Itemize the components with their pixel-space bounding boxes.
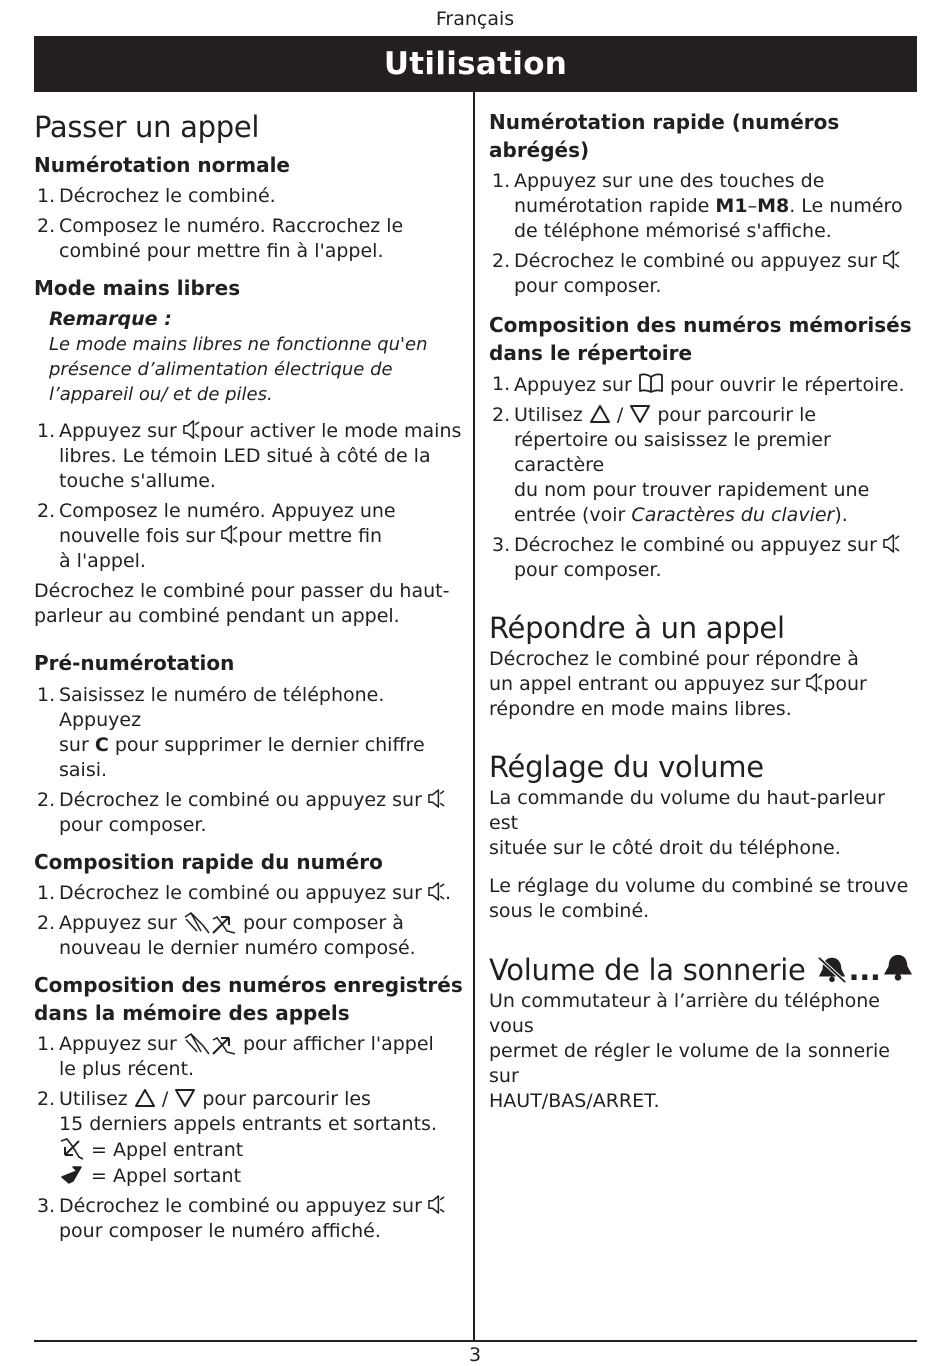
heading-pre-numerotation: Pré-numérotation: [34, 651, 235, 675]
down-arrow-icon: [629, 404, 651, 424]
footer-rule: [34, 1340, 917, 1342]
speaker-icon: [806, 672, 823, 693]
phonebook-icon: [638, 372, 664, 394]
list-item: 1. Appuyez sur pour afficher l'appel le plus récent.: [37, 1033, 434, 1080]
note-block: [34, 306, 464, 407]
list-item: 1. Appuyez sur une des touches de numérotation rapide M1–M8. Le numéro de téléphone mémorisé s'affiche.: [492, 170, 903, 242]
list-item: 1. Appuyez sur pour activer le mode mains libres. Le témoin LED situé à côté de la touche s'allume.: [37, 420, 462, 492]
incoming-call-icon: [59, 1137, 85, 1161]
heading-composition-rapide: Composition rapide du numéro: [34, 850, 383, 874]
list-mains-libres: [34, 419, 464, 574]
section-title-passer: Passer un appel: [34, 110, 260, 144]
speaker-icon: [883, 533, 900, 554]
right-column: [489, 108, 917, 1114]
heading-numerotation-normale: Numérotation normale: [34, 153, 290, 177]
ringer-off-icon: [815, 954, 849, 984]
list-item: 1. Appuyez sur pour ouvrir le répertoire.: [492, 373, 905, 396]
up-arrow-icon: [589, 404, 611, 424]
list-item: 2. Composez le numéro. Appuyez une nouvelle fois sur pour mettre fin à l'appel.: [37, 500, 396, 572]
list-item: 1. Saisissez le numéro de téléphone. Appuyez sur C pour supprimer le dernier chiffre saisi.: [37, 684, 425, 781]
heading-memoire-appels: Composition des numéros enregistrés dans la mémoire des appels: [34, 973, 463, 1025]
up-arrow-icon: [134, 1088, 156, 1108]
redial-icon: [183, 911, 237, 935]
list-item: 1. Décrochez le combiné.: [37, 185, 276, 207]
speaker-icon: [221, 524, 238, 545]
ringer-dots: ...: [848, 953, 881, 987]
speaker-icon: [428, 788, 445, 809]
section-banner: Utilisation: [34, 36, 917, 92]
list-item: 2. Appuyez sur pour composer à nouveau le dernier numéro composé.: [37, 912, 416, 959]
note-title: Remarque :: [49, 308, 172, 330]
heading-numeros-abreges: Numérotation rapide (numéros abrégés): [489, 110, 840, 162]
list-item: 2. Décrochez le combiné ou appuyez sur pour composer.: [489, 249, 917, 299]
list-pre-numerotation: [34, 683, 464, 838]
list-memoire-appels: [34, 1032, 464, 1244]
outgoing-call-icon: [59, 1163, 85, 1187]
list-item: 2. Décrochez le combiné ou appuyez sur pour composer.: [34, 788, 464, 838]
speaker-icon: [183, 419, 200, 440]
down-arrow-icon: [174, 1088, 196, 1108]
left-column: [34, 108, 464, 1244]
list-item: 2. Utilisez / pour parcourir les 15 derniers appels entrants et sortants. = Appel entrant = Appel sortant: [37, 1088, 437, 1187]
section-title-sonnerie: Volume de la sonnerie ...: [489, 951, 917, 989]
heading-repertoire: Composition des numéros mémorisés dans le répertoire: [489, 313, 912, 365]
speaker-icon: [428, 881, 445, 902]
section-title-volume: Réglage du volume: [489, 750, 764, 784]
mains-libres-paragraph: Décrochez le combiné pour passer du haut- parleur au combiné pendant un appel.: [34, 580, 450, 627]
list-item: 3. Décrochez le combiné ou appuyez sur pour composer le numéro affiché.: [34, 1194, 464, 1244]
list-item: 2. Utilisez / pour parcourir le répertoire ou saisissez le premier caractère du nom pour trouver rapidement une entrée (voir Caractères du clavier).: [492, 404, 870, 526]
ringer-on-icon: [881, 952, 915, 982]
key-c: C: [94, 734, 109, 756]
list-item: 1. Décrochez le combiné ou appuyez sur .: [37, 882, 451, 904]
list-numerotation-normale: [34, 184, 464, 264]
heading-mode-mains-libres: Mode mains libres: [34, 276, 241, 300]
volume-paragraph-2: Le réglage du volume du combiné se trouve sous le combiné.: [489, 875, 909, 922]
list-numeros-abreges: [489, 169, 917, 299]
speaker-icon: [883, 249, 900, 270]
list-repertoire: [489, 372, 917, 583]
column-divider: [473, 92, 475, 1340]
redial-icon: [183, 1032, 237, 1056]
sonnerie-paragraph: Un commutateur à l’arrière du téléphone vous permet de régler le volume de la sonnerie sur HAUT/BAS/ARRET.: [489, 990, 890, 1112]
page-number: 3: [468, 1344, 482, 1366]
list-item: 3. Décrochez le combiné ou appuyez sur pour composer.: [489, 533, 917, 583]
repondre-paragraph: Décrochez le combiné pour répondre à un appel entrant ou appuyez sur pour répondre en mode mains libres.: [489, 648, 867, 720]
list-composition-rapide: [34, 881, 464, 961]
volume-paragraph-1: La commande du volume du haut-parleur est située sur le côté droit du téléphone.: [489, 787, 885, 859]
speaker-icon: [428, 1194, 445, 1215]
list-item: 2. Composez le numéro. Raccrochez le combiné pour mettre fin à l'appel.: [37, 215, 404, 262]
language-label: Français: [435, 8, 515, 30]
section-title-repondre: Répondre à un appel: [489, 611, 785, 645]
note-text: Le mode mains libres ne fonctionne qu'en présence d’alimentation électrique de l’appareil ou/ et de piles.: [49, 334, 428, 405]
